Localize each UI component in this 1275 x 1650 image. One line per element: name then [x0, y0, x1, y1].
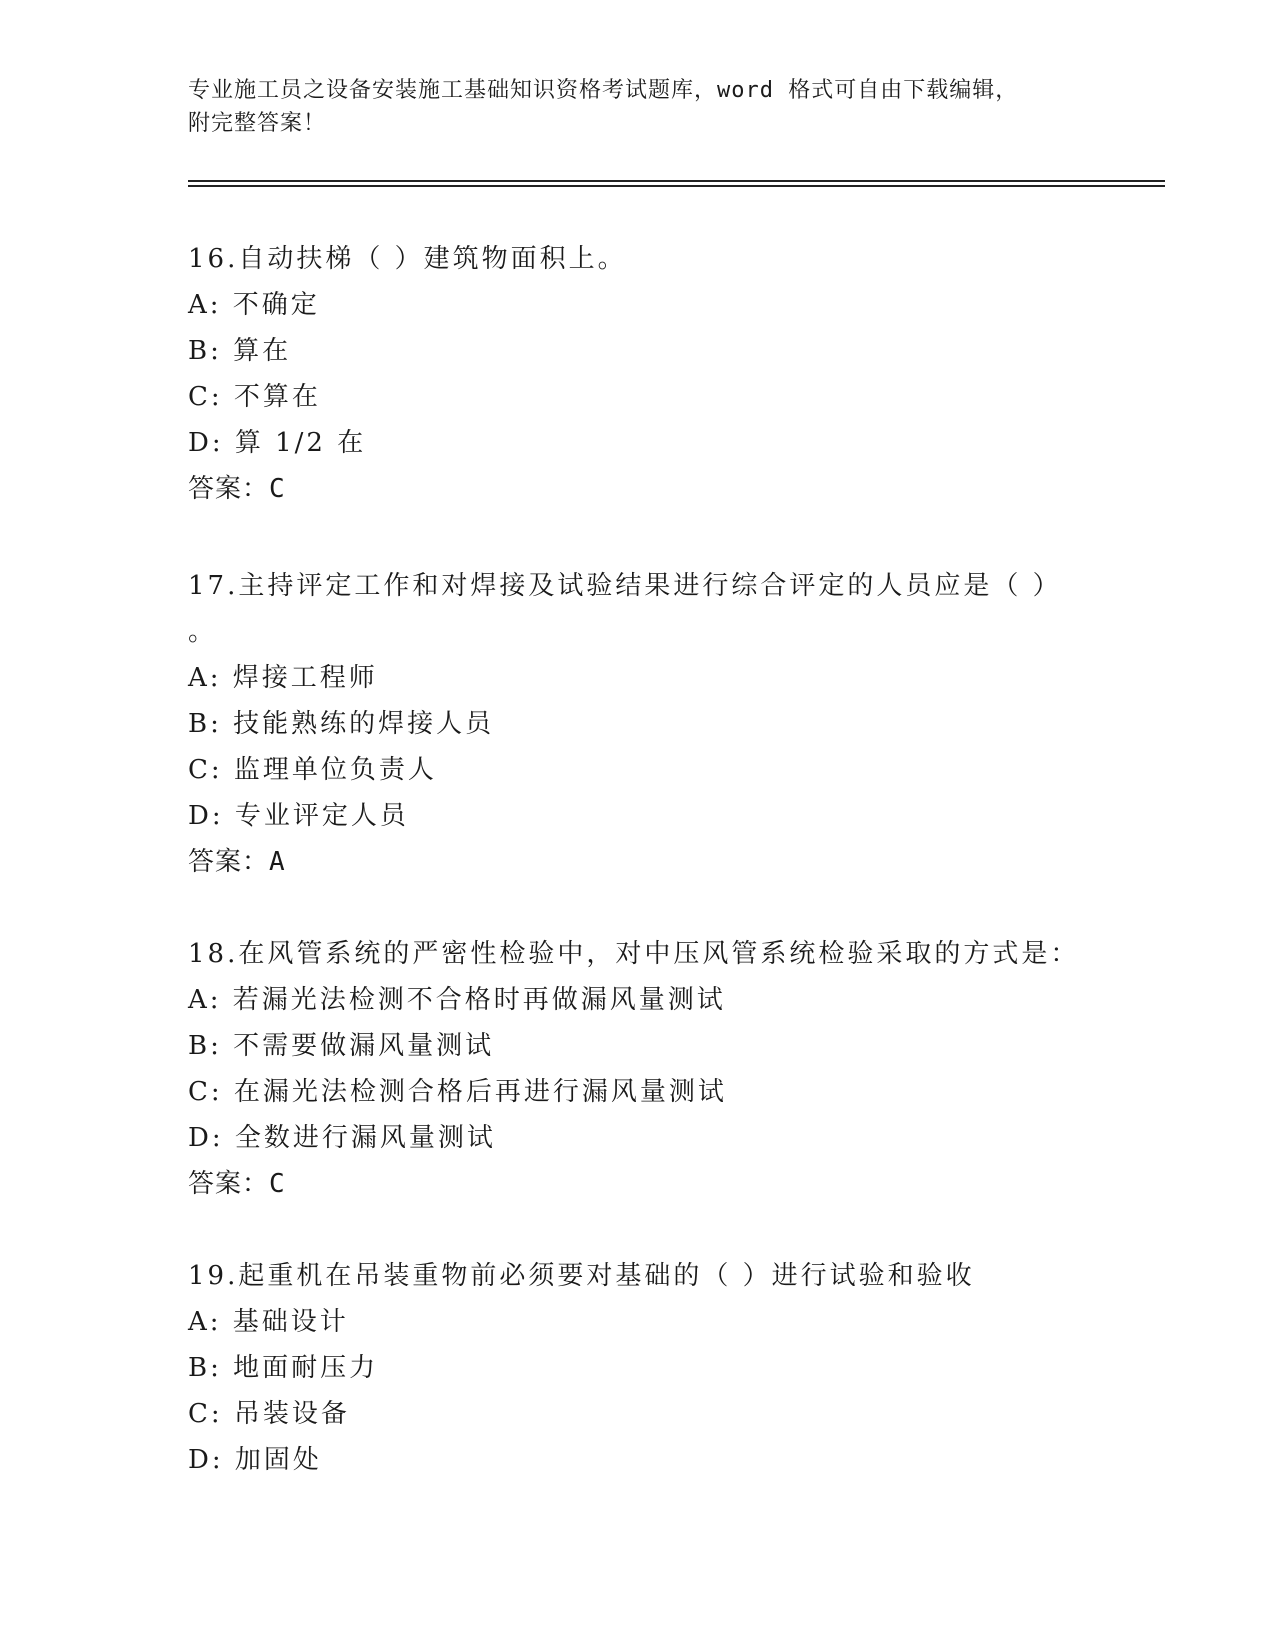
option-b: B: 不需要做漏风量测试 — [188, 1031, 495, 1061]
question-text-continuation: 。 — [188, 617, 215, 647]
option-a: A: 不确定 — [188, 290, 320, 320]
option-d: D: 加固处 — [188, 1445, 322, 1475]
question-text: 16.自动扶梯（ ）建筑物面积上。 — [188, 244, 627, 274]
header-divider-top — [188, 180, 1165, 182]
answer: 答案：C — [188, 474, 286, 504]
option-b: B: 技能熟练的焊接人员 — [188, 709, 495, 739]
question-18 — [188, 931, 1088, 1207]
option-c: C: 不算在 — [188, 382, 321, 412]
question-16 — [188, 236, 1088, 512]
question-17 — [188, 563, 1088, 885]
option-a: A: 基础设计 — [188, 1307, 349, 1337]
option-d: D: 算 1/2 在 — [188, 428, 367, 458]
option-a: A: 焊接工程师 — [188, 663, 378, 693]
question-text: 17.主持评定工作和对焊接及试验结果进行综合评定的人员应是（ ） — [188, 571, 1062, 601]
option-c: C: 吊装设备 — [188, 1399, 350, 1429]
question-text: 18.在风管系统的严密性检验中，对中压风管系统检验采取的方式是： — [188, 939, 1080, 969]
option-c: C: 在漏光法检测合格后再进行漏风量测试 — [188, 1077, 727, 1107]
question-text: 19.起重机在吊装重物前必须要对基础的（ ）进行试验和验收 — [188, 1261, 975, 1291]
header-line-2: 附完整答案！ — [188, 111, 327, 136]
document-header — [188, 74, 1088, 140]
header-line-1: 专业施工员之设备安装施工基础知识资格考试题库，word 格式可自由下载编辑， — [188, 78, 1019, 103]
option-b: B: 地面耐压力 — [188, 1353, 379, 1383]
option-d: D: 专业评定人员 — [188, 801, 409, 831]
option-c: C: 监理单位负责人 — [188, 755, 437, 785]
option-a: A: 若漏光法检测不合格时再做漏风量测试 — [188, 985, 726, 1015]
header-divider-bottom — [188, 185, 1165, 187]
option-d: D: 全数进行漏风量测试 — [188, 1123, 496, 1153]
answer: 答案：C — [188, 1169, 286, 1199]
option-b: B: 算在 — [188, 336, 292, 366]
answer: 答案：A — [188, 847, 286, 877]
question-19 — [188, 1253, 1088, 1483]
